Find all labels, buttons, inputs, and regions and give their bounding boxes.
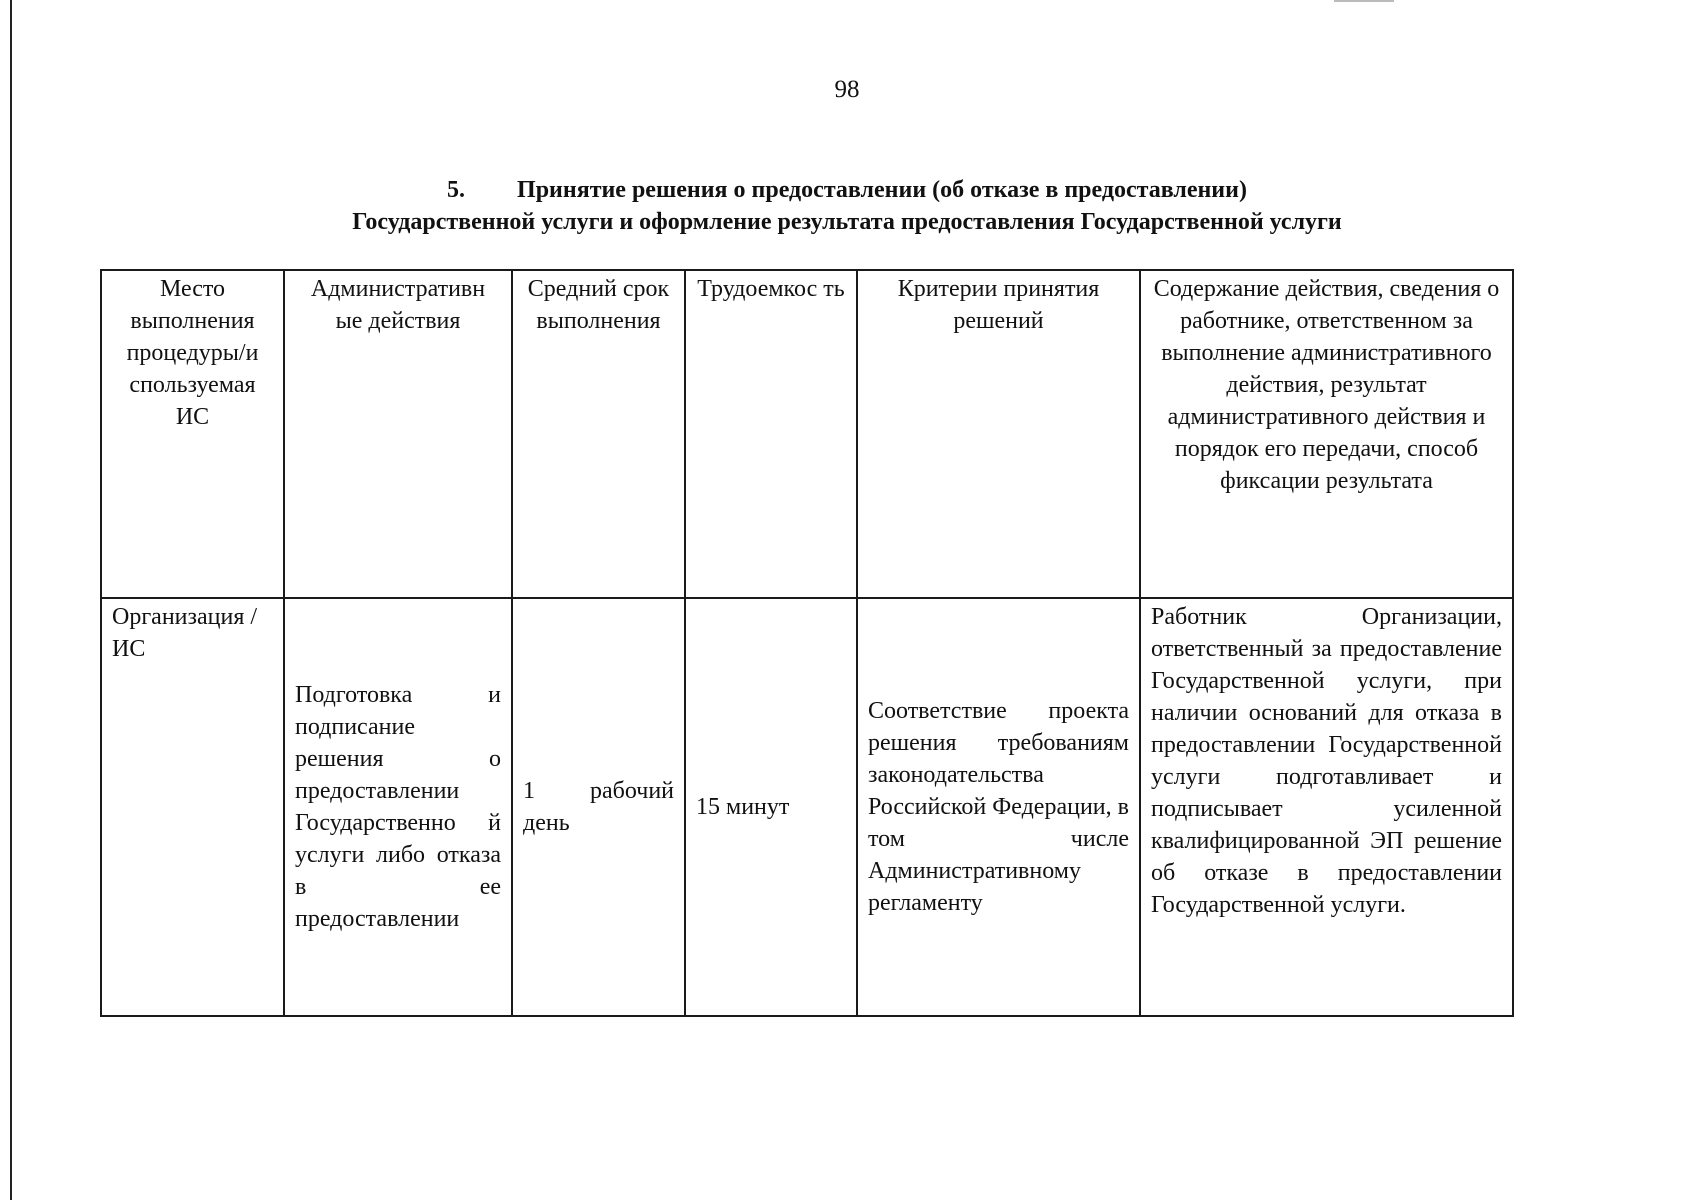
scan-edge-top xyxy=(1334,0,1394,2)
section-title-line-1 xyxy=(0,174,1694,206)
section-number: 5. xyxy=(447,177,466,203)
header-term: Средний срок выполнения xyxy=(512,270,685,598)
cell-place: Организация / ИС xyxy=(101,598,284,1016)
section-title-text-1: Принятие решения о предоставлении (об отказе в предоставлении) xyxy=(517,177,1247,203)
table-header-row xyxy=(101,270,1513,598)
header-labor: Трудоемкос ть xyxy=(685,270,857,598)
section-title xyxy=(0,174,1694,238)
cell-content: Работник Организации, ответственный за предоставление Государственной услуги, при наличии оснований для отказа в предоставлении Государственной услуги подготавливает и подписывает усиленной квалифицированной ЭП решение об отказе в предоставлении Государственной услуги. xyxy=(1140,598,1513,1016)
header-place: Место выполнения процедуры/и спользуемая ИС xyxy=(101,270,284,598)
page-number: 98 xyxy=(834,76,860,103)
cell-action: Подготовка и подписание решения о предоставлении Государственно й услуги либо отказа в ее предоставлении xyxy=(284,598,512,1016)
table-row xyxy=(101,598,1513,1016)
header-criteria: Критерии принятия решений xyxy=(857,270,1140,598)
header-action: Административн ые действия xyxy=(284,270,512,598)
cell-labor: 15 минут xyxy=(685,598,857,1016)
cell-term: 1 рабочий день xyxy=(512,598,685,1016)
header-content: Содержание действия, сведения о работнике, ответственном за выполнение административного действия, результат административного действия и порядок его передачи, способ фиксации результата xyxy=(1140,270,1513,598)
section-title-line-2: Государственной услуги и оформление результата предоставления Государственной услуги xyxy=(352,209,1342,235)
cell-criteria: Соответствие проекта решения требованиям законодательства Российской Федерации, в том числе Административному регламенту xyxy=(857,598,1140,1016)
procedure-table xyxy=(100,269,1514,1017)
